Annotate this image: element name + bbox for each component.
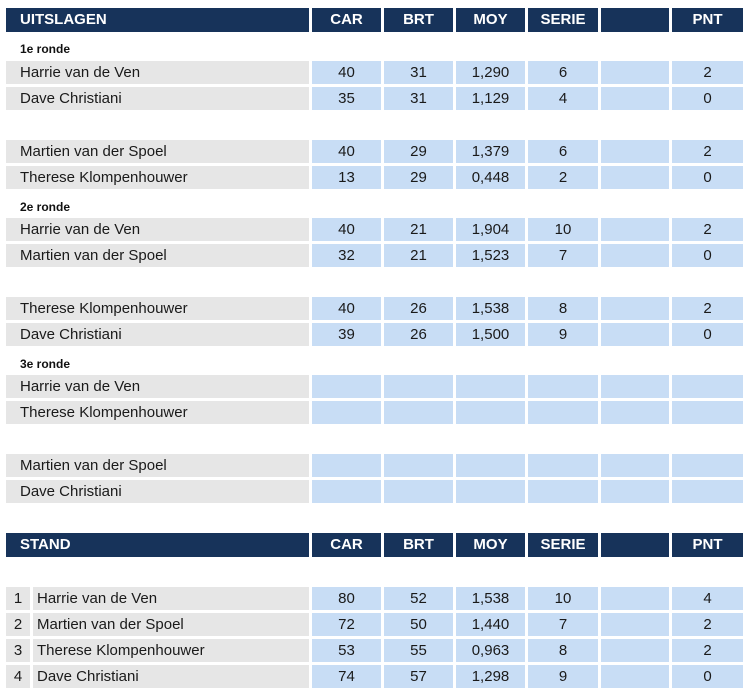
stand-header-col-3: MOY (456, 533, 525, 557)
standing-name: Therese Klompenhouwer (33, 639, 309, 662)
uitslagen-title: UITSLAGEN (6, 8, 309, 32)
standing-row-value: 8 (528, 639, 598, 662)
standing-row-value: 7 (528, 613, 598, 636)
player-name: Martien van der Spoel (6, 140, 309, 163)
uitslagen-header-col-2: BRT (384, 8, 453, 32)
uitslagen-header-col-5 (601, 8, 669, 32)
result-row-value: 10 (528, 218, 598, 241)
player-name: Martien van der Spoel (6, 454, 309, 477)
standing-row-value: 53 (312, 639, 381, 662)
standing-name: Harrie van de Ven (33, 587, 309, 610)
result-row-value (384, 454, 453, 477)
result-row-value: 29 (384, 140, 453, 163)
result-row-value: 0 (672, 166, 743, 189)
standing-row-value: 1,298 (456, 665, 525, 688)
result-row-value (601, 244, 669, 267)
result-row-value: 7 (528, 244, 598, 267)
player-name: Martien van der Spoel (6, 244, 309, 267)
result-row-value: 0 (672, 323, 743, 346)
standing-row-value: 0,963 (456, 639, 525, 662)
stand-title: STAND (6, 533, 309, 557)
standing-rank: 2 (6, 613, 30, 636)
result-row-value (601, 140, 669, 163)
standing-row-value: 0 (672, 665, 743, 688)
result-row-value (601, 61, 669, 84)
result-row-value: 6 (528, 140, 598, 163)
round-label: 2e ronde (20, 200, 71, 214)
player-name: Harrie van de Ven (6, 61, 309, 84)
uitslagen-header-col-4: SERIE (528, 8, 598, 32)
result-row-value (528, 401, 598, 424)
result-row-value: 35 (312, 87, 381, 110)
result-row-value (384, 375, 453, 398)
result-row-value: 26 (384, 323, 453, 346)
stand-header-col-1: CAR (312, 533, 381, 557)
player-name: Therese Klompenhouwer (6, 297, 309, 320)
result-row-value: 2 (672, 218, 743, 241)
result-row-value (456, 454, 525, 477)
standing-name: Dave Christiani (33, 665, 309, 688)
player-name: Dave Christiani (6, 87, 309, 110)
standing-row-value (601, 639, 669, 662)
result-row-value: 26 (384, 297, 453, 320)
result-row-value (601, 480, 669, 503)
standing-row-value (601, 613, 669, 636)
stand-header-col-5 (601, 533, 669, 557)
result-row-value: 2 (672, 297, 743, 320)
player-name: Therese Klompenhouwer (6, 401, 309, 424)
standing-row-value (601, 587, 669, 610)
result-row-value: 1,500 (456, 323, 525, 346)
result-row-value: 1,523 (456, 244, 525, 267)
result-row-value: 31 (384, 61, 453, 84)
result-row-value (601, 401, 669, 424)
standing-row-value: 50 (384, 613, 453, 636)
result-row-value: 40 (312, 218, 381, 241)
result-row-value (672, 401, 743, 424)
result-row-value: 9 (528, 323, 598, 346)
result-row-value (528, 375, 598, 398)
uitslagen-header-col-1: CAR (312, 8, 381, 32)
standing-rank: 3 (6, 639, 30, 662)
standing-row-value: 55 (384, 639, 453, 662)
result-row-value: 0 (672, 87, 743, 110)
result-row-value: 8 (528, 297, 598, 320)
standing-row-value: 72 (312, 613, 381, 636)
uitslagen-header-col-3: MOY (456, 8, 525, 32)
result-row-value: 2 (528, 166, 598, 189)
round-label: 1e ronde (20, 42, 71, 56)
standing-rank: 1 (6, 587, 30, 610)
round-label: 3e ronde (20, 357, 71, 371)
player-name: Dave Christiani (6, 323, 309, 346)
standing-row-value: 57 (384, 665, 453, 688)
standing-row-value (601, 665, 669, 688)
result-row-value (601, 297, 669, 320)
result-row-value (672, 454, 743, 477)
result-row-value (601, 323, 669, 346)
result-row-value (672, 375, 743, 398)
standing-row-value: 80 (312, 587, 381, 610)
stand-header-col-6: PNT (672, 533, 743, 557)
result-row-value: 13 (312, 166, 381, 189)
result-row-value: 1,290 (456, 61, 525, 84)
result-row-value (528, 454, 598, 477)
player-name: Therese Klompenhouwer (6, 166, 309, 189)
result-row-value: 21 (384, 244, 453, 267)
standing-row-value: 52 (384, 587, 453, 610)
standing-row-value: 1,440 (456, 613, 525, 636)
standing-row-value: 10 (528, 587, 598, 610)
player-name: Harrie van de Ven (6, 218, 309, 241)
result-row-value: 39 (312, 323, 381, 346)
standing-row-value: 2 (672, 639, 743, 662)
standing-row-value: 1,538 (456, 587, 525, 610)
stand-header-col-2: BRT (384, 533, 453, 557)
result-row-value: 0 (672, 244, 743, 267)
result-row-value: 6 (528, 61, 598, 84)
result-row-value (312, 401, 381, 424)
result-row-value: 0,448 (456, 166, 525, 189)
standing-row-value: 9 (528, 665, 598, 688)
result-row-value: 40 (312, 61, 381, 84)
result-row-value (312, 375, 381, 398)
result-row-value (312, 480, 381, 503)
result-row-value (312, 454, 381, 477)
player-name: Harrie van de Ven (6, 375, 309, 398)
result-row-value (672, 480, 743, 503)
result-row-value (384, 401, 453, 424)
result-row-value (601, 218, 669, 241)
standing-row-value: 2 (672, 613, 743, 636)
result-row-value: 29 (384, 166, 453, 189)
standing-row-value: 4 (672, 587, 743, 610)
result-row-value: 1,538 (456, 297, 525, 320)
result-row-value: 2 (672, 140, 743, 163)
result-row-value: 1,379 (456, 140, 525, 163)
result-row-value (456, 480, 525, 503)
result-row-value (456, 375, 525, 398)
result-row-value: 32 (312, 244, 381, 267)
result-row-value: 40 (312, 140, 381, 163)
result-row-value (601, 375, 669, 398)
result-row-value: 31 (384, 87, 453, 110)
uitslagen-header-col-6: PNT (672, 8, 743, 32)
player-name: Dave Christiani (6, 480, 309, 503)
result-row-value (601, 166, 669, 189)
result-row-value (456, 401, 525, 424)
result-row-value: 4 (528, 87, 598, 110)
stand-header-col-4: SERIE (528, 533, 598, 557)
result-row-value (384, 480, 453, 503)
result-row-value (601, 454, 669, 477)
result-row-value (601, 87, 669, 110)
standing-row-value: 74 (312, 665, 381, 688)
result-row-value: 21 (384, 218, 453, 241)
standing-name: Martien van der Spoel (33, 613, 309, 636)
standing-rank: 4 (6, 665, 30, 688)
result-row-value: 2 (672, 61, 743, 84)
result-row-value (528, 480, 598, 503)
result-row-value: 1,904 (456, 218, 525, 241)
result-row-value: 1,129 (456, 87, 525, 110)
result-row-value: 40 (312, 297, 381, 320)
